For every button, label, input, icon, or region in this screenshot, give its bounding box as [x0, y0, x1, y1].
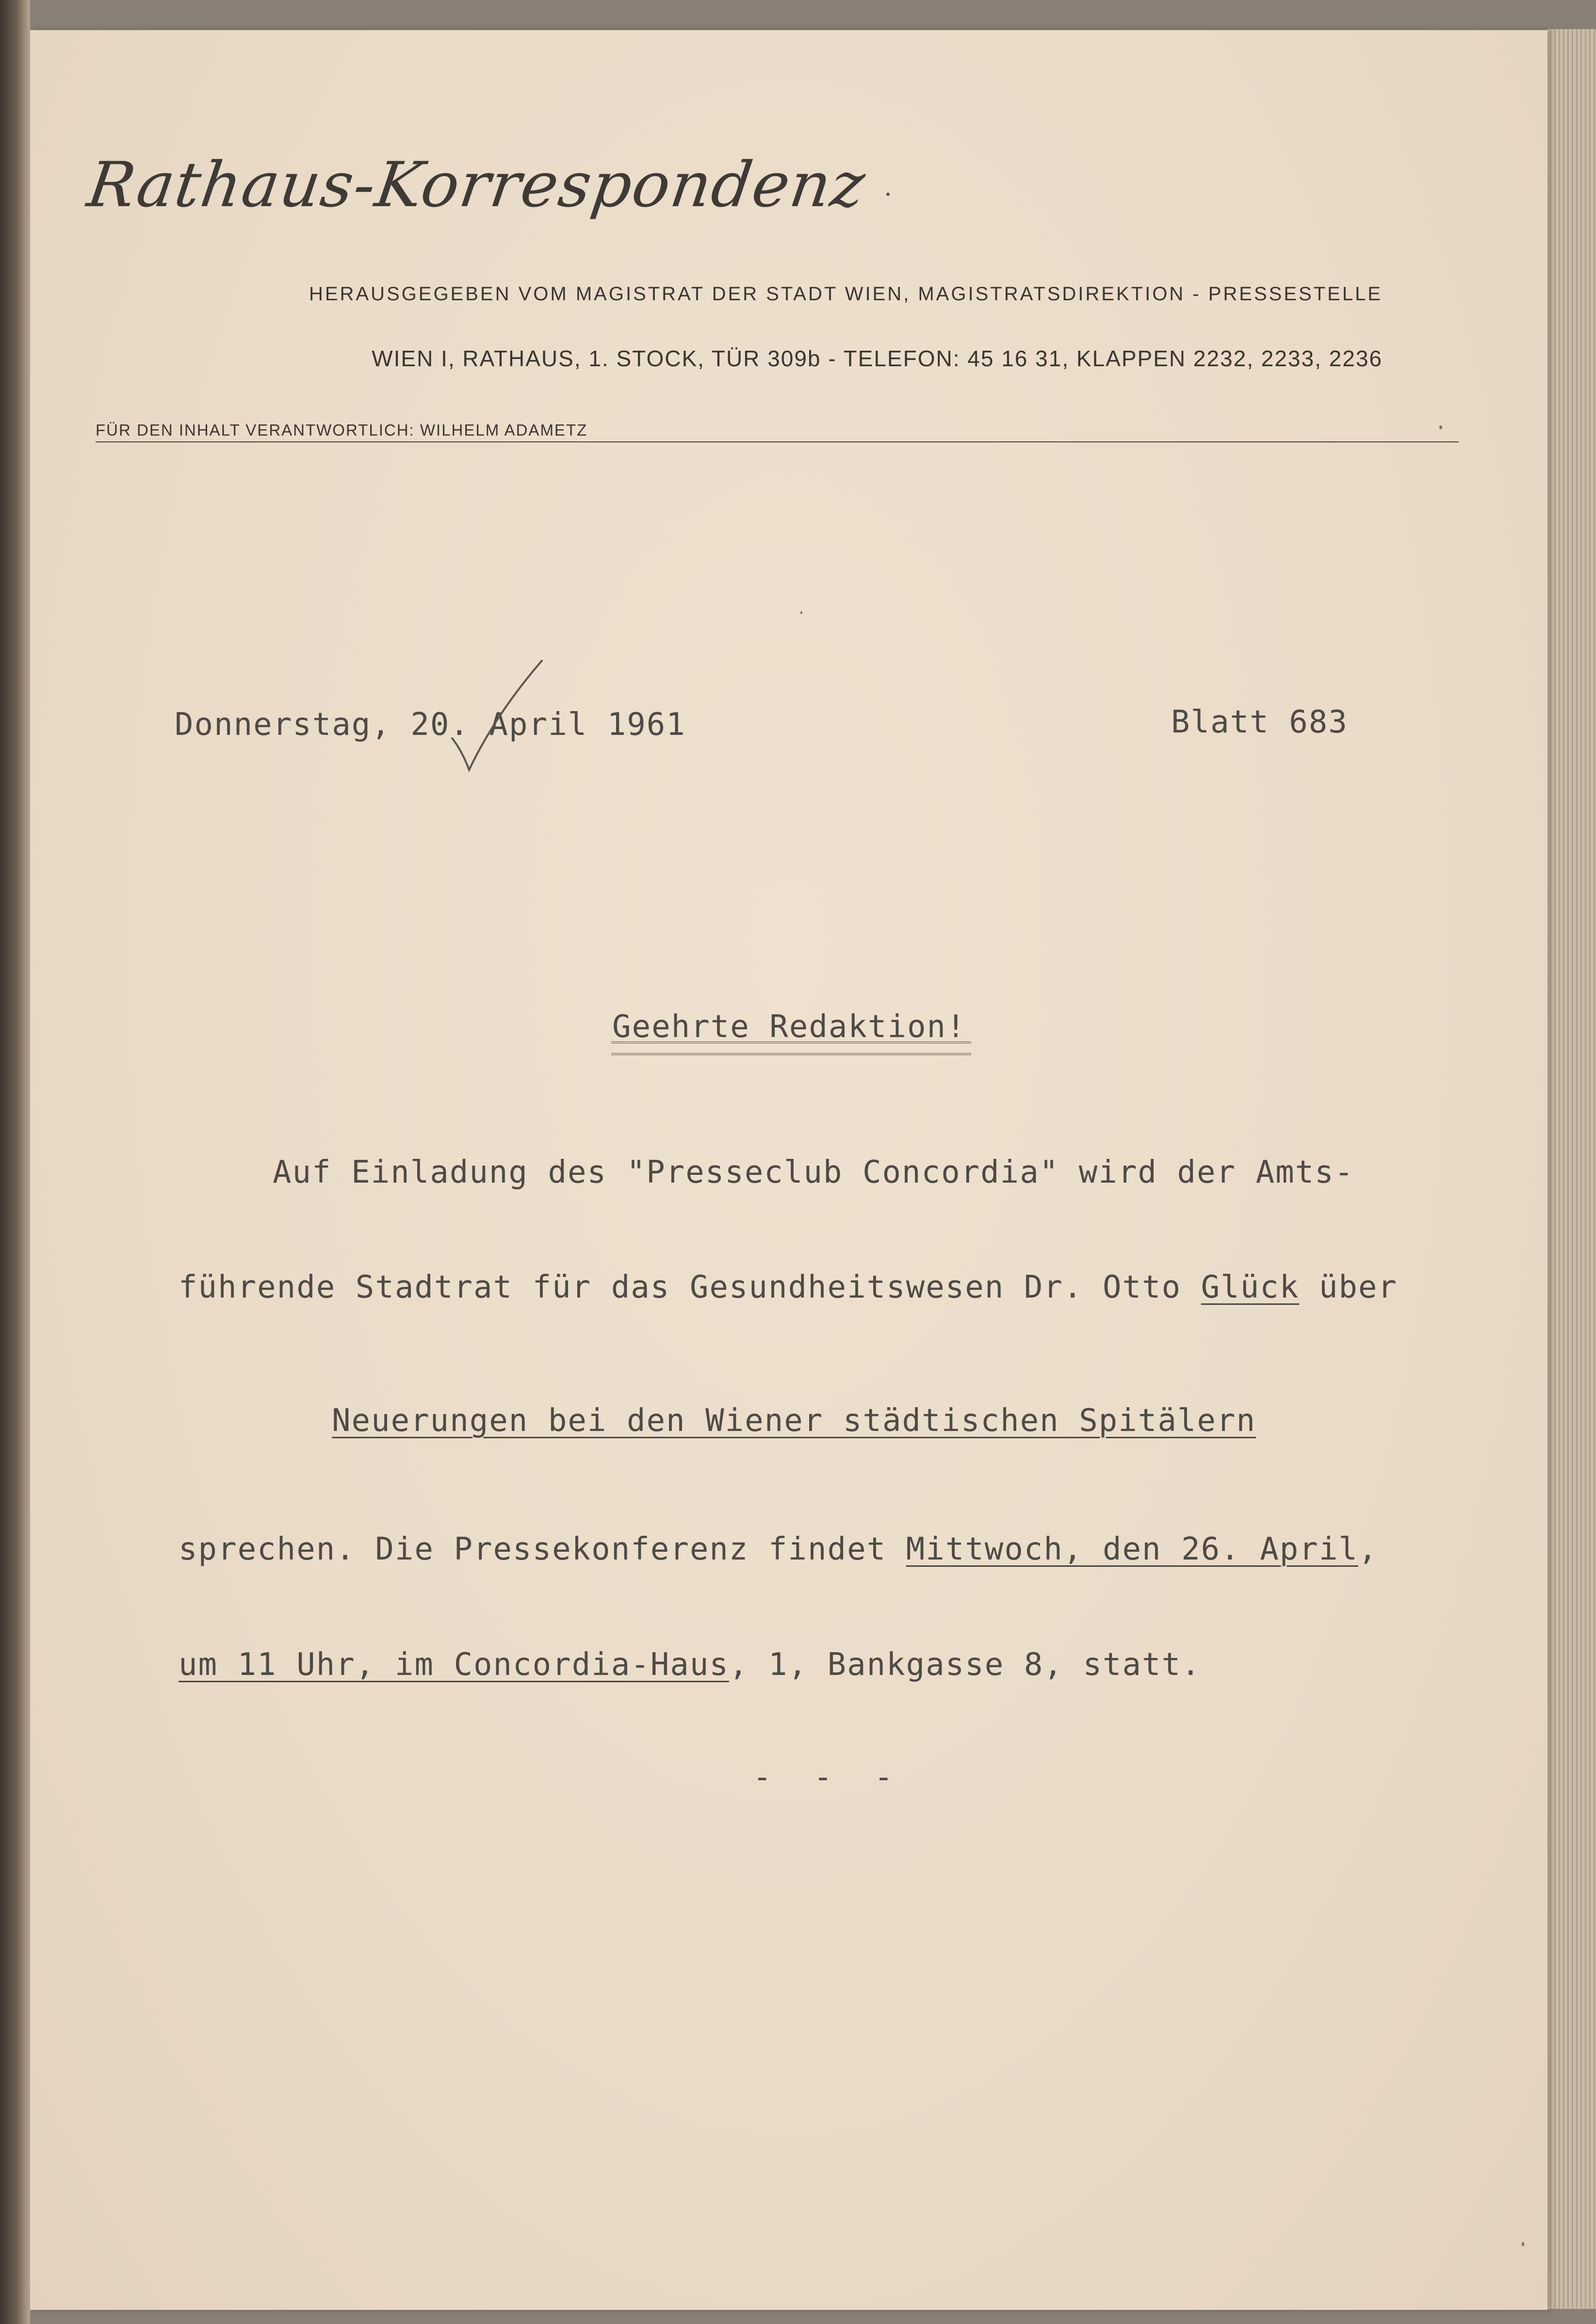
book-spine	[0, 0, 30, 2324]
body-line-4-start: sprechen. Die Pressekonferenz findet	[179, 1531, 906, 1567]
conference-date: Mittwoch, den 26. April	[906, 1531, 1358, 1567]
publisher-line: HERAUSGEGEBEN VOM MAGISTRAT DER STADT WIEN, MAGISTRATSDIREKTION - PRESSESTELLE	[309, 283, 1383, 305]
body-line-2	[179, 1269, 1398, 1305]
date-line: Donnerstag, 20. April 1961	[175, 707, 686, 743]
body-line-2-end: über	[1299, 1269, 1398, 1305]
end-mark: - - -	[753, 1759, 905, 1795]
paper-speck	[1522, 2242, 1524, 2246]
body-line-4-end: ,	[1358, 1531, 1378, 1567]
topic-line: Neuerungen bei den Wiener städtischen Spitälern	[332, 1403, 1256, 1439]
salutation-double-rule	[611, 1041, 971, 1055]
paper-speck	[1439, 425, 1442, 429]
masthead-title: Rathaus-Korrespondenz	[83, 149, 870, 221]
page-edges	[1547, 29, 1596, 2309]
handwritten-check-mark	[442, 656, 549, 777]
body-line-2-start: führende Stadtrat für das Gesundheitswesen Dr. Otto	[179, 1269, 1201, 1305]
document-page	[30, 30, 1547, 2310]
body-line-5	[179, 1647, 1201, 1683]
responsible-line	[96, 418, 1459, 442]
responsible-text: FÜR DEN INHALT VERANTWORTLICH: WILHELM ADAMETZ	[96, 421, 588, 439]
speaker-name: Glück	[1201, 1269, 1300, 1305]
body-line-1: Auf Einladung des "Presseclub Concordia" wird der Amts-	[273, 1154, 1354, 1190]
salutation: Geehrte Redaktion!	[612, 1009, 966, 1045]
masthead-ink-dot	[886, 193, 890, 196]
paper-speck	[800, 611, 802, 614]
body-line-5-end: , 1, Bankgasse 8, statt.	[729, 1647, 1201, 1683]
sheet-number: Blatt 683	[1171, 704, 1348, 740]
conference-time-place: um 11 Uhr, im Concordia-Haus	[179, 1647, 729, 1683]
address-line: WIEN I, RATHAUS, 1. STOCK, TÜR 309b - TELEFON: 45 16 31, KLAPPEN 2232, 2233, 2236	[372, 346, 1383, 371]
body-line-4	[179, 1531, 1378, 1567]
